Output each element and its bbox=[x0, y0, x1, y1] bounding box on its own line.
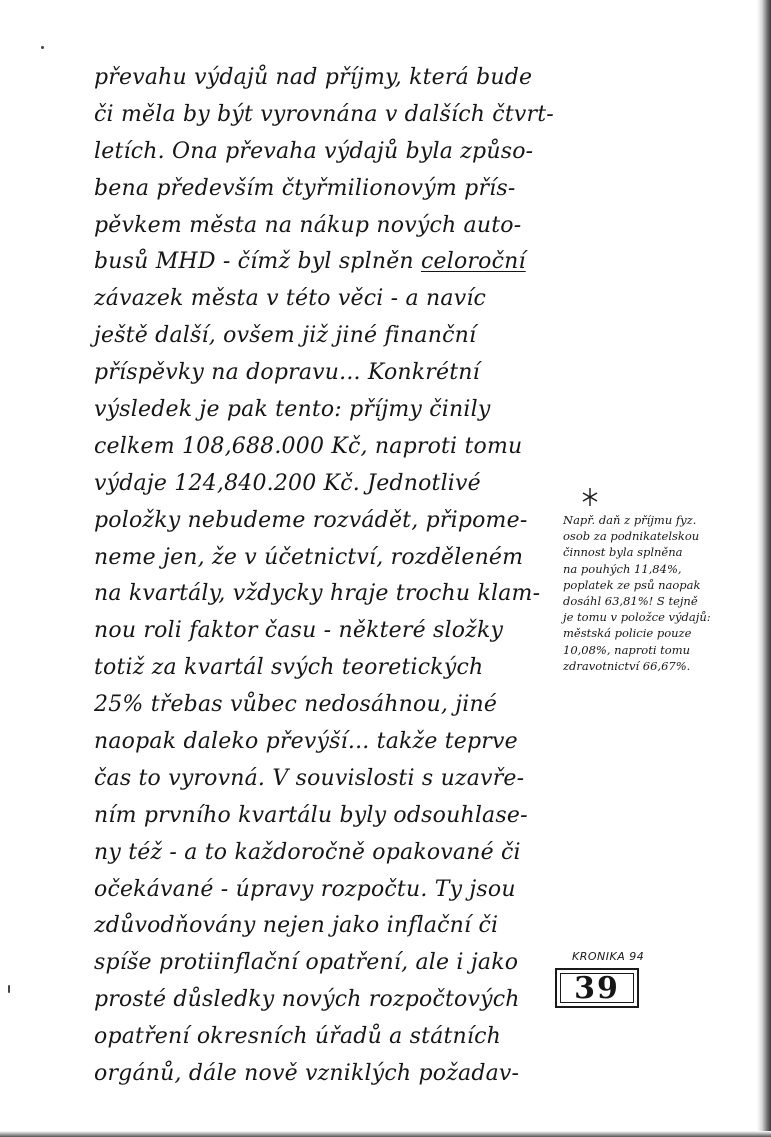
text-line: 25% třebas vůbec nedosáhnou, jiné bbox=[94, 692, 498, 718]
text-line: celkem 108,688.000 Kč, naproti tomu bbox=[94, 433, 523, 459]
scan-speck bbox=[8, 985, 10, 993]
text-line: pěvkem města na nákup nových auto- bbox=[94, 212, 522, 238]
footnote-line: osob za podnikatelskou bbox=[563, 529, 700, 544]
footnote-line: poplatek ze psů naopak bbox=[563, 577, 701, 592]
text-line: spíše protiinflační opatření, ale i jako bbox=[94, 950, 519, 976]
text-line: příspěvky na dopravu... Konkrétní bbox=[94, 360, 480, 386]
handwritten-main-text bbox=[94, 60, 564, 1093]
footnote-line: městská policie pouze bbox=[563, 626, 692, 641]
text-line: letích. Ona převaha výdajů byla způso- bbox=[94, 138, 534, 164]
text-line: totiž za kvartál svých teoretických bbox=[94, 655, 484, 681]
text-line: opatření okresních úřadů a státních bbox=[94, 1024, 502, 1050]
scan-speck bbox=[41, 46, 44, 49]
text-line: ny též - a to každoročně opakované či bbox=[94, 839, 521, 865]
footnote-line: činnost byla splněna bbox=[563, 545, 683, 560]
text-line-with-underline bbox=[94, 244, 564, 281]
page-number: 39 bbox=[574, 970, 620, 1006]
underlined-word: celoroční bbox=[420, 249, 526, 275]
text-line: čas to vyrovná. V souvislosti s uzavře- bbox=[94, 765, 525, 791]
page-number-box bbox=[555, 968, 639, 1008]
text-line: závazek města v této věci - a navíc bbox=[94, 286, 487, 312]
text-line: zdůvodňovány nejen jako inflační či bbox=[94, 913, 499, 939]
text-line: orgánů, dále nově vzniklých požadav- bbox=[94, 1061, 520, 1087]
text-line: ním prvního kvartálu byly odsouhlase- bbox=[94, 802, 528, 828]
text-line: ještě další, ovšem již jiné finanční bbox=[94, 323, 477, 349]
text-before-underline: busů MHD - čímž byl splněn bbox=[94, 249, 421, 275]
scan-page-bottom-edge bbox=[0, 1131, 771, 1137]
text-line: očekávané - úpravy rozpočtu. Ty jsou bbox=[94, 876, 516, 902]
text-line: výdaje 124,840.200 Kč. Jednotlivé bbox=[94, 470, 481, 496]
footnote-line: dosáhl 63,81%! S tejně bbox=[563, 593, 698, 608]
chronicle-label: KRONIKA 94 bbox=[572, 950, 645, 963]
text-line: výsledek je pak tento: příjmy činily bbox=[94, 397, 491, 423]
text-line: nou roli faktor času - některé složky bbox=[94, 618, 504, 644]
footnote bbox=[563, 512, 743, 674]
footnote-asterisk-icon bbox=[581, 487, 599, 507]
scan-page-edge bbox=[757, 0, 771, 1137]
footnote-line: zdravotnictví 66,67%. bbox=[563, 658, 691, 673]
text-line: prosté důsledky nových rozpočtových bbox=[94, 987, 520, 1013]
text-line: neme jen, že v účetnictví, rozděleném bbox=[94, 544, 524, 570]
text-line: bena především čtyřmilionovým přís- bbox=[94, 175, 516, 201]
footnote-line: 10,08%, naproti tomu bbox=[563, 642, 691, 657]
footnote-line: je tomu v položce výdajů: bbox=[563, 610, 711, 625]
text-line: převahu výdajů nad příjmy, která bude bbox=[94, 65, 533, 90]
footnote-line: Např. daň z příjmu fyz. bbox=[563, 513, 697, 527]
text-line: na kvartály, vždycky hraje trochu klam- bbox=[94, 581, 541, 607]
text-line: naopak daleko převýší... takže teprve bbox=[94, 729, 518, 755]
text-line: či měla by být vyrovnána v dalších čtvrt- bbox=[94, 101, 554, 127]
footnote-line: na pouhých 11,84%, bbox=[563, 561, 682, 576]
text-line: položky nebudeme rozvádět, připome- bbox=[94, 507, 528, 533]
